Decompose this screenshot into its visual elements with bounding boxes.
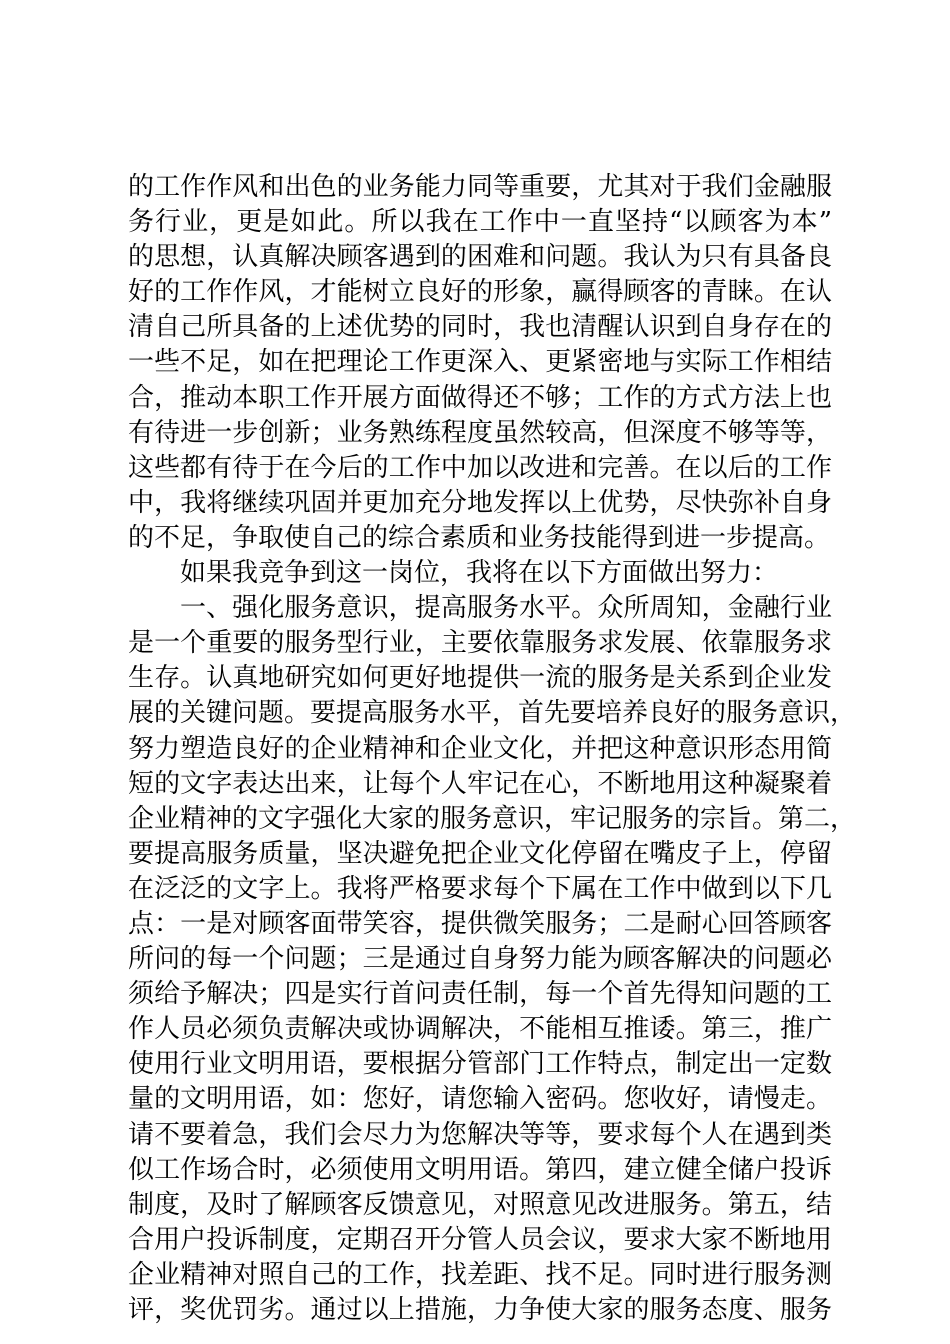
text-line: 在泛泛的文字上。我将严格要求每个下属在工作中做到以下几 [128, 873, 832, 904]
text-line: 合，推动本职工作开展方面做得还不够；工作的方式方法上也 [128, 382, 832, 413]
text-line: 是一个重要的服务型行业，主要依靠服务求发展、依靠服务求 [128, 628, 832, 659]
text-line: 展的关键问题。要提高服务水平，首先要培养良好的服务意识， [128, 698, 857, 729]
text-line: 的工作作风和出色的业务能力同等重要，尤其对于我们金融服 [128, 172, 832, 202]
text-line: 请不要着急，我们会尽力为您解决等等，要求每个人在遇到类 [128, 1119, 832, 1150]
paragraph-first-line: 一、强化服务意识，提高服务水平。众所周知，金融行业 [180, 593, 832, 624]
text-line: 有待进一步创新；业务熟练程度虽然较高，但深度不够等等， [128, 417, 832, 448]
text-line: 似工作场合时，必须使用文明用语。第四，建立健全储户投诉 [128, 1154, 832, 1185]
text-line: 务行业，更是如此。所以我在工作中一直坚持“以顾客为本” [128, 207, 832, 238]
text-line: 努力塑造良好的企业精神和企业文化，并把这种意识形态用简 [128, 733, 832, 764]
text-line: 制度，及时了解顾客反馈意见，对照意见改进服务。第五，结 [128, 1189, 832, 1220]
paragraph-first-line: 如果我竞争到这一岗位，我将在以下方面做出努力： [180, 558, 779, 589]
text-line: 点：一是对顾客面带笑容，提供微笑服务；二是耐心回答顾客 [128, 908, 832, 939]
text-line: 这些都有待于在今后的工作中加以改进和完善。在以后的工作 [128, 452, 832, 483]
text-line: 好的工作作风，才能树立良好的形象，赢得顾客的青睐。在认 [128, 277, 832, 308]
text-line: 须给予解决；四是实行首问责任制，每一个首先得知问题的工 [128, 979, 832, 1010]
text-line: 清自己所具备的上述优势的同时，我也清醒认识到自身存在的 [128, 312, 832, 343]
document-body [128, 170, 857, 1328]
text-line: 所问的每一个问题；三是通过自身努力能为顾客解决的问题必 [128, 944, 832, 975]
text-line: 要提高服务质量，坚决避免把企业文化停留在嘴皮子上，停留 [128, 838, 832, 869]
text-line: 合用户投诉制度，定期召开分管人员会议，要求大家不断地用 [128, 1224, 832, 1255]
text-line: 量的文明用语，如：您好，请您输入密码。您收好，请慢走。 [128, 1084, 832, 1115]
text-line: 作人员必须负责解决或协调解决，不能相互推诿。第三，推广 [128, 1014, 832, 1045]
text-line: 的思想，认真解决顾客遇到的困难和问题。我认为只有具备良 [128, 242, 832, 273]
text-line: 中，我将继续巩固并更加充分地发挥以上优势，尽快弥补自身 [128, 487, 832, 518]
text-line: 生存。认真地研究如何更好地提供一流的服务是关系到企业发 [128, 663, 832, 694]
text-line: 评，奖优罚劣。通过以上措施，力争使大家的服务态度、服务 [128, 1295, 832, 1325]
text-line: 的不足，争取使自己的综合素质和业务技能得到进一步提高。 [128, 522, 831, 553]
text-line: 使用行业文明用语，要根据分管部门工作特点，制定出一定数 [128, 1049, 832, 1080]
text-line: 短的文字表达出来，让每个人牢记在心，不断地用这种凝聚着 [128, 768, 832, 799]
text-line: 企业精神对照自己的工作，找差距、找不足。同时进行服务测 [128, 1259, 832, 1290]
text-line: 企业精神的文字强化大家的服务意识，牢记服务的宗旨。第二， [128, 803, 857, 834]
text-line: 一些不足，如在把理论工作更深入、更紧密地与实际工作相结 [128, 347, 832, 378]
